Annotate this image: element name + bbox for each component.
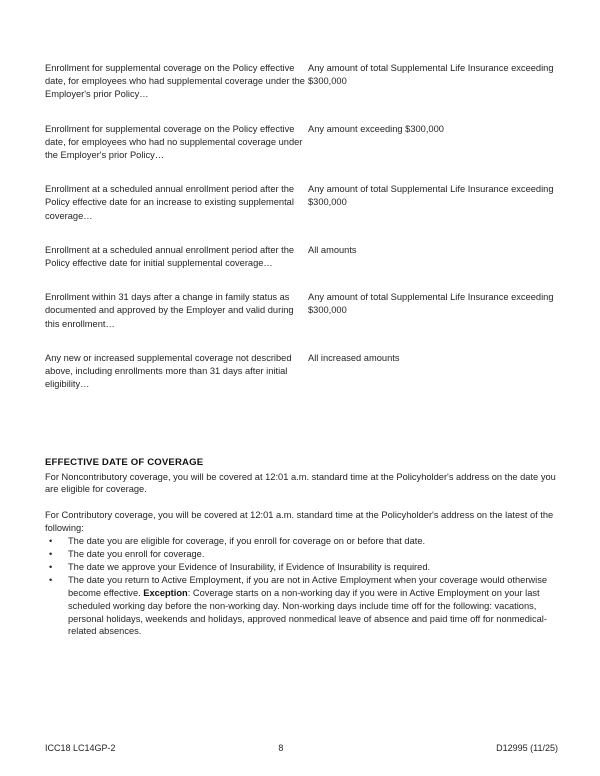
list-item-text: The date you enroll for coverage. [68, 549, 205, 560]
benefit-amount-cell: All amounts [308, 244, 357, 255]
list-item-text: The date you are eligible for coverage, if you enroll for coverage on or before that date. [68, 536, 426, 547]
table-row [45, 244, 558, 270]
benefit-condition-cell: Enrollment at a scheduled annual enrollment period after the Policy effective date for initial supplemental coverage… [45, 244, 295, 269]
bullet-icon: • [49, 561, 53, 572]
effective-date-bullet-list [45, 535, 558, 638]
list-item [45, 548, 558, 561]
benefit-amount-cell: Any amount of total Supplemental Life Insurance exceeding $300,000 [308, 184, 554, 208]
form-number: ICC18 LC14GP-2 [45, 743, 116, 753]
benefit-amount-cell: Any amount of total Supplemental Life Insurance exceeding $300,000 [308, 63, 554, 87]
table-row [45, 352, 558, 392]
page-footer [45, 742, 558, 754]
table-row [45, 183, 558, 223]
benefit-amount-cell: Any amount exceeding $300,000 [308, 123, 444, 134]
list-item [45, 561, 558, 574]
list-item-text: The date we approve your Evidence of Insurability, if Evidence of Insurability is required. [68, 561, 431, 572]
bullet-icon: • [49, 536, 53, 547]
list-item-text-after: : Coverage starts on a non-working day if you were in Active Employment on your last scheduled working day before the non-working day. Non-working days include time off for the following: vacations, personal holidays, weekends and holidays, approved nonmedical leave of absence and paid time off for nonmedical-related absences. [68, 587, 547, 637]
benefit-condition-cell: Enrollment for supplemental coverage on the Policy effective date, for employees who had no supplemental coverage under the Employer's prior Policy… [45, 123, 303, 161]
bullet-icon: • [49, 574, 53, 585]
benefit-eligibility-table [45, 62, 558, 391]
section-heading: EFFECTIVE DATE OF COVERAGE [45, 457, 204, 468]
benefit-amount-cell: Any amount of total Supplemental Life Insurance exceeding $300,000 [308, 292, 554, 316]
document-code: D12995 (11/25) [496, 743, 558, 753]
benefit-condition-cell: Any new or increased supplemental coverage not described above, including enrollments more than 31 days after initial eligibility… [45, 352, 292, 390]
table-row [45, 291, 558, 331]
benefit-condition-cell: Enrollment for supplemental coverage on the Policy effective date, for employees who had supplemental coverage under the Employer's prior Policy… [45, 63, 305, 100]
effective-date-of-coverage-section [45, 457, 558, 638]
page-number: 8 [278, 743, 284, 753]
list-item-text-before: The date you return to Active Employment, if you are not in Active Employment when your coverage would otherwise become effective. [68, 574, 548, 598]
list-item [45, 574, 558, 639]
list-item [45, 535, 558, 548]
benefit-amount-cell: All increased amounts [308, 352, 400, 363]
noncontributory-paragraph: For Noncontributory coverage, you will be covered at 12:01 a.m. standard time at the Policyholder's address on the date you are eligible for coverage. [45, 471, 556, 495]
bullet-icon: • [49, 549, 53, 560]
benefit-condition-cell: Enrollment at a scheduled annual enrollment period after the Policy effective date for an increase to existing supplemental coverage… [45, 184, 295, 221]
table-row [45, 62, 558, 102]
benefit-condition-cell: Enrollment within 31 days after a change in family status as documented and approved by the Employer and valid during this enrollment… [45, 292, 294, 329]
table-row [45, 123, 558, 163]
contributory-paragraph: For Contributory coverage, you will be covered at 12:01 a.m. standard time at the Policyholder's address on the latest of the following: [45, 510, 554, 534]
exception-label: Exception [143, 587, 188, 598]
